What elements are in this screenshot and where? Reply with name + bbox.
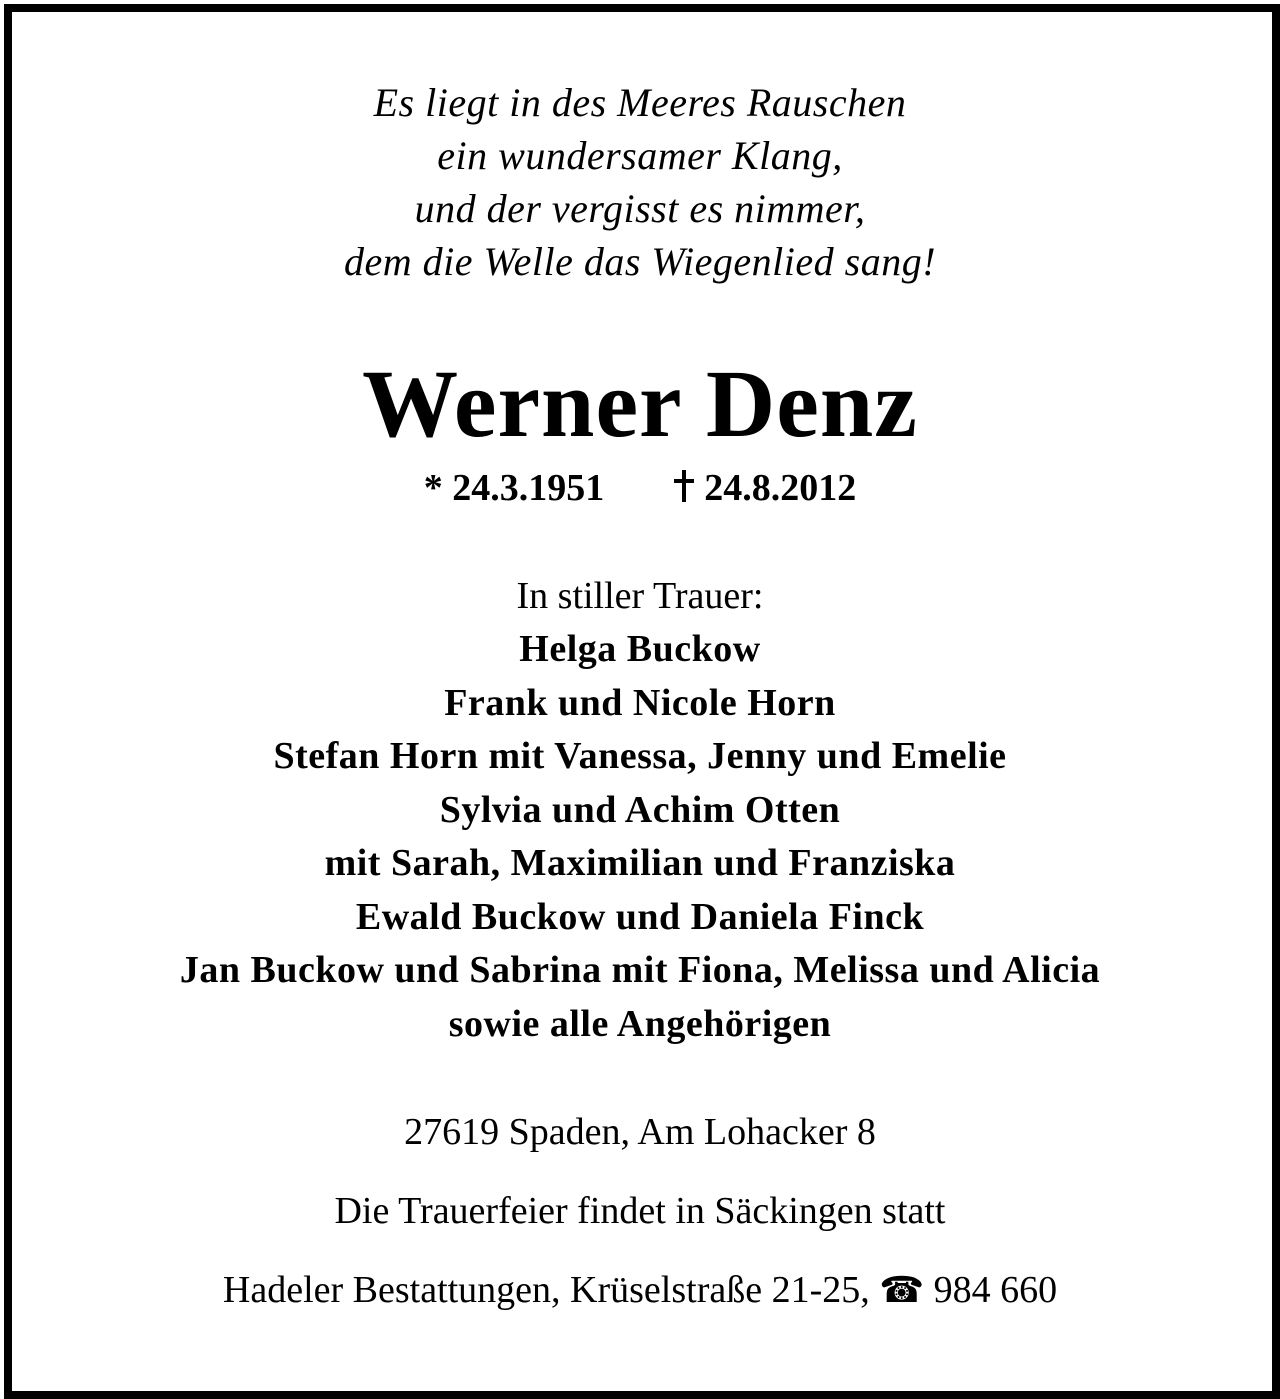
ceremony-info: Die Trauerfeier findet in Säckingen statt — [334, 1190, 946, 1232]
mourner-line: Stefan Horn mit Vanessa, Jenny und Emelie — [273, 735, 1007, 777]
undertaker-text: Hadeler Bestattungen, Krüselstraße 21-25, — [222, 1269, 870, 1311]
cross-icon — [674, 470, 694, 502]
death-date: 24.8.2012 — [704, 467, 857, 509]
mourner-line: sowie alle Angehörigen — [448, 1003, 832, 1045]
phone-number: 984 660 — [933, 1269, 1058, 1311]
mourner-line: Frank und Nicole Horn — [444, 682, 836, 724]
undertaker-info — [0, 1268, 1280, 1313]
address: 27619 Spaden, Am Lohacker 8 — [404, 1111, 876, 1153]
deceased-name: Werner Denz — [362, 350, 918, 457]
life-dates — [0, 466, 1280, 510]
poem-line-2: ein wundersamer Klang, — [437, 133, 843, 178]
phone-icon: ☎ — [879, 1270, 925, 1311]
mourning-intro: In stiller Trauer: — [516, 575, 764, 617]
mourner-line: Jan Buckow und Sabrina mit Fiona, Melissa und Alicia — [179, 949, 1101, 991]
poem-line-3: und der vergisst es nimmer, — [414, 186, 866, 231]
mourner-line: Helga Buckow — [519, 628, 761, 670]
poem-line-4: dem die Welle das Wiegenlied sang! — [343, 239, 937, 284]
mourner-line: Ewald Buckow und Daniela Finck — [355, 896, 925, 938]
poem-line-1: Es liegt in des Meeres Rauschen — [373, 80, 907, 125]
mourner-line: mit Sarah, Maximilian und Franziska — [324, 842, 956, 884]
mourner-line: Sylvia und Achim Otten — [439, 789, 841, 831]
birth-date: * 24.3.1951 — [423, 467, 605, 509]
